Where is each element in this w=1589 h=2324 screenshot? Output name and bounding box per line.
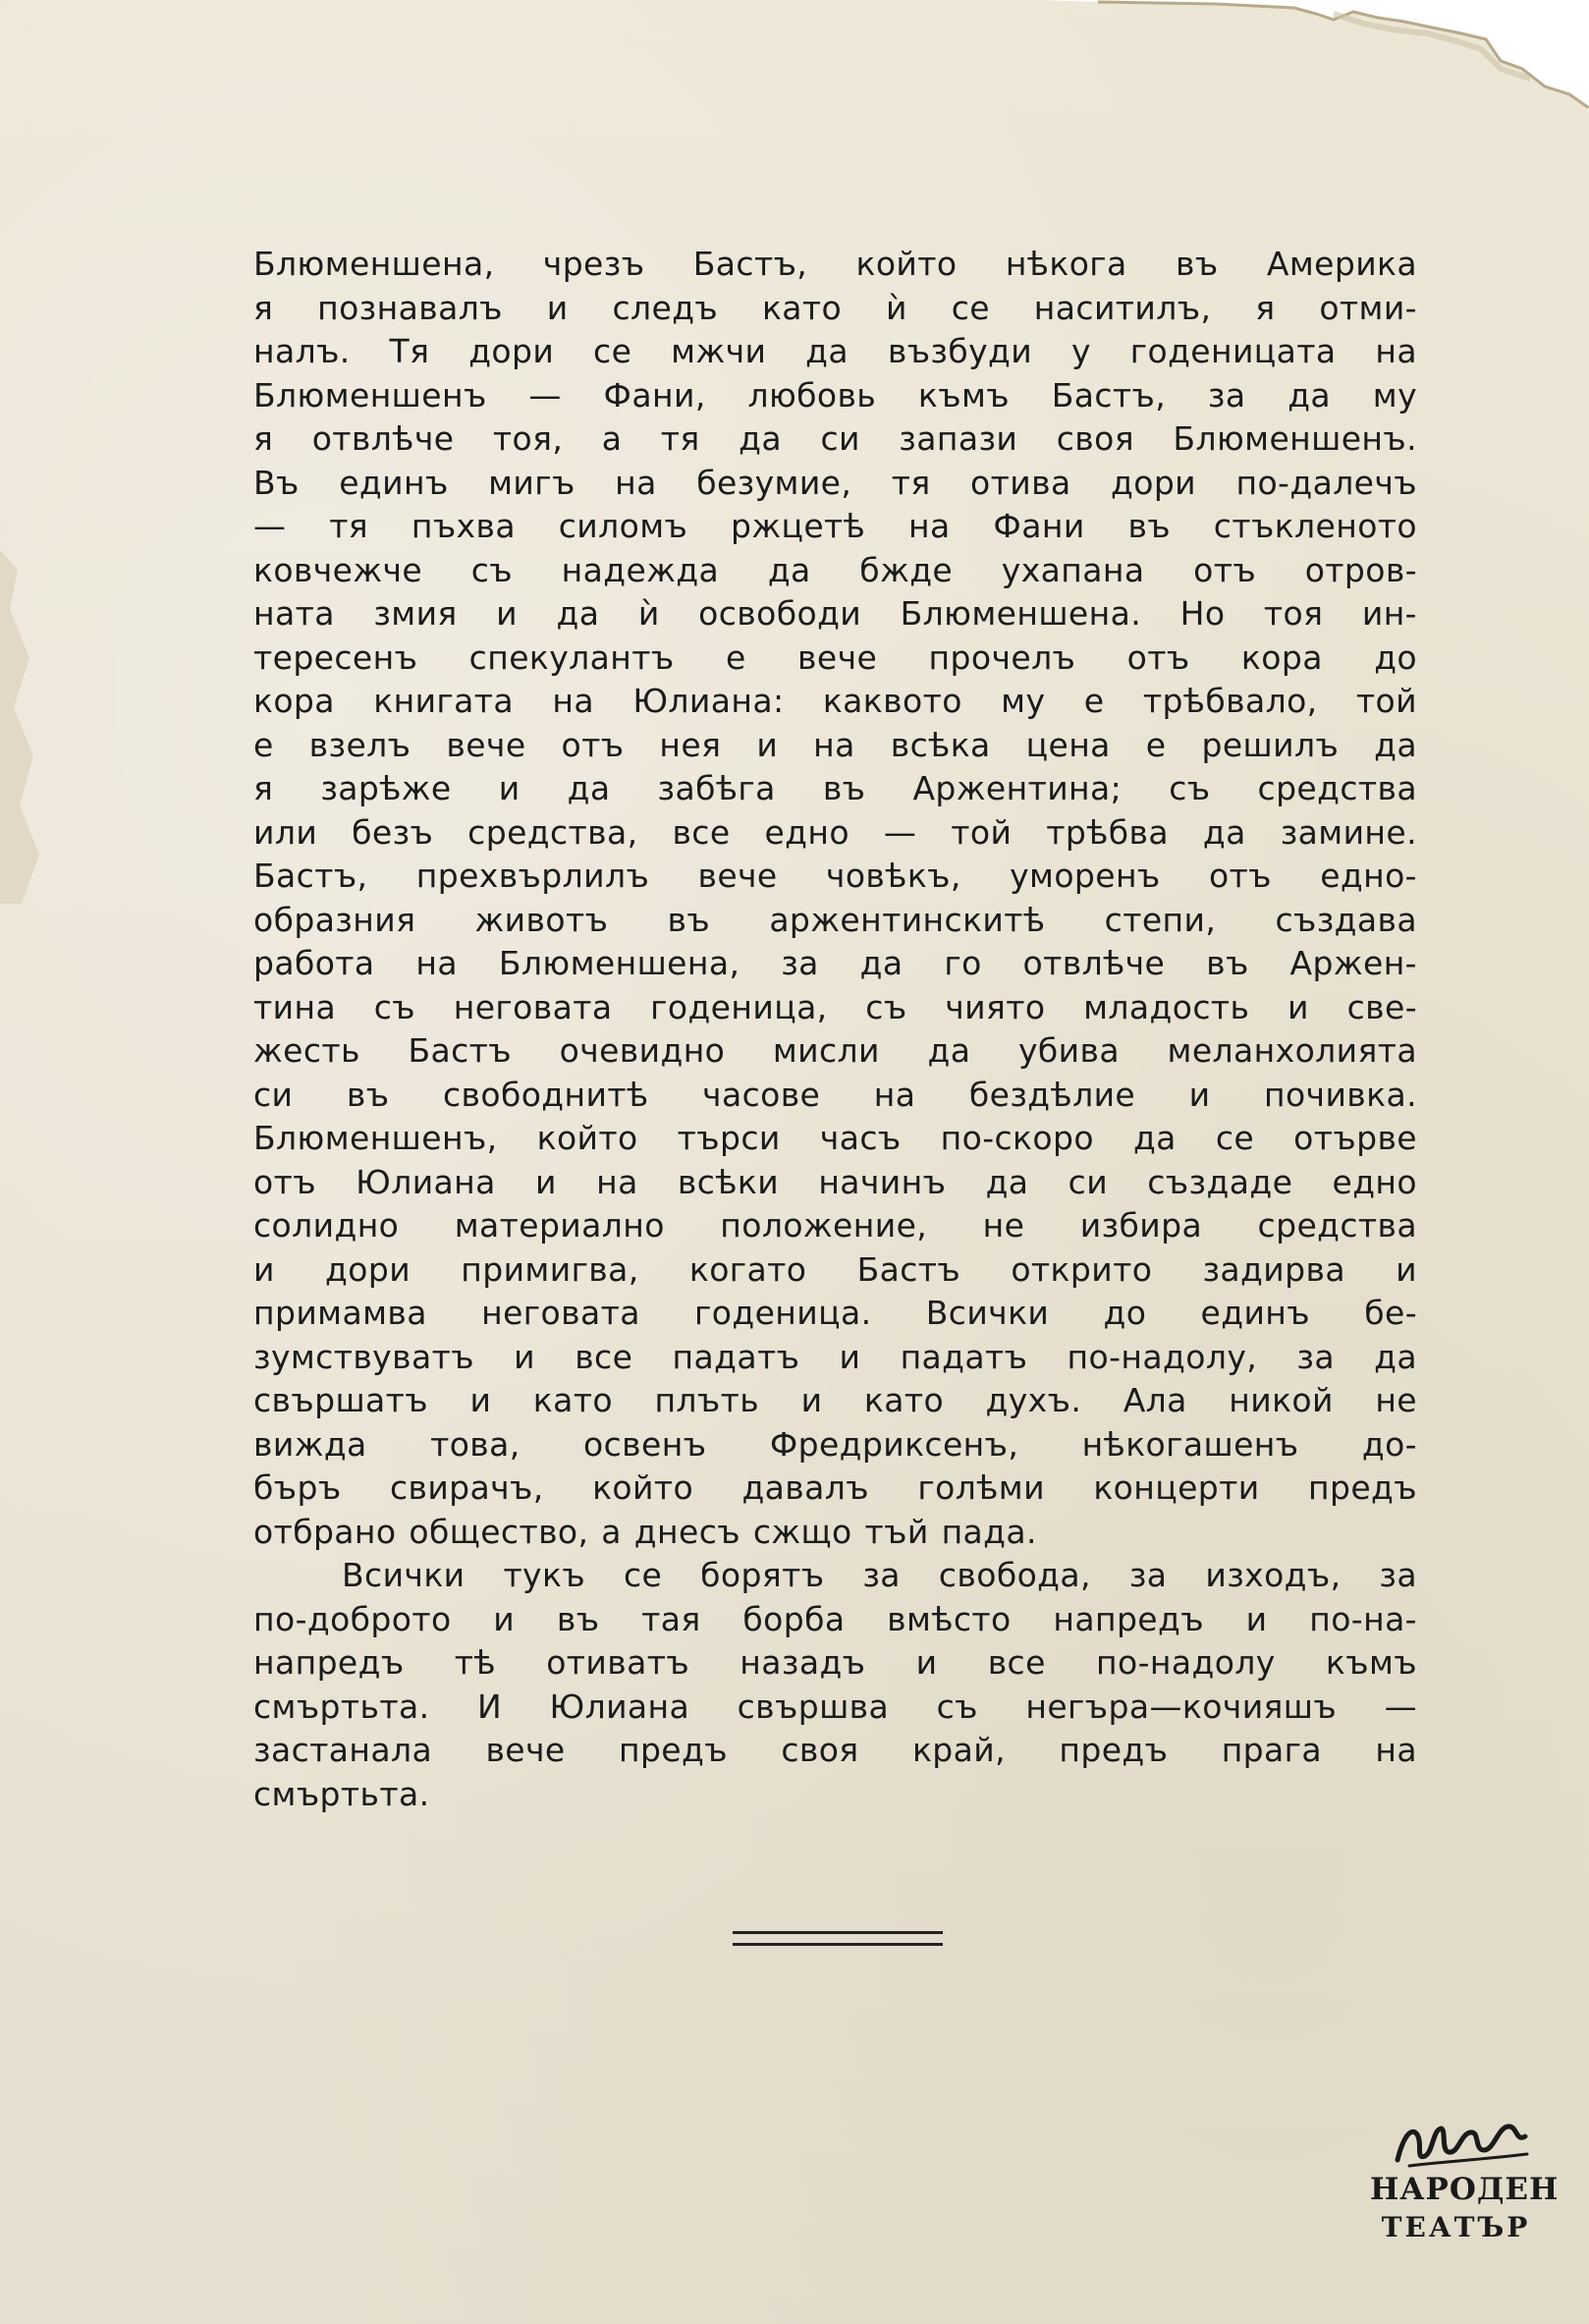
text-line: Блюменшенъ, който търси часъ по-скоро да се отърве [253,1119,1417,1157]
text-line: Въ единъ мигъ на безумие, тя отива дори по-далечъ [253,463,1417,502]
text-line: Блюменшенъ — Фани, любовь къмъ Бастъ, за да му [253,375,1417,415]
text-line: Всички тукъ се борятъ за свобода, за изходъ, за [342,1556,1417,1594]
text-line: тина съ неговата годеница, съ чиято младость и све- [253,987,1417,1026]
text-line: я зарѣже и да забѣга въ Аржентина; съ средства [253,769,1417,807]
text-line: ковчежче съ надежда да бжде ухапана отъ отров- [253,550,1417,589]
text-line: Бастъ, прехвърлилъ вече човѣкъ, уморенъ отъ едно- [253,857,1417,895]
text-line: Блюменшена, чрезъ Бастъ, който нѣкога въ Америка [253,245,1417,283]
logo-title: НАРОДЕН [1370,2172,1560,2207]
text-line: ната змия и да ѝ освободи Блюменшена. Но тоя ин- [253,594,1417,633]
text-line: я познавалъ и следъ като ѝ се наситилъ, я отми- [253,288,1417,327]
text-line: я отвлѣче тоя, а тя да си запази своя Блюменшенъ. [253,419,1417,458]
text-line: е взелъ вече отъ нея и на всѣка цена е решилъ да [253,725,1417,764]
text-line: кора книгата на Юлиана: каквото му е трѣбвало, той [253,682,1417,720]
text-line: зумствуватъ и все падатъ и падатъ по-надолу, за да [253,1337,1417,1376]
text-line: примамва неговата годеница. Всички до единъ бе- [253,1294,1417,1332]
text-line: и дори примигва, когато Бастъ открито задирва и [253,1249,1417,1289]
text-line: — тя пъхва силомъ ржцетѣ на Фани въ стъкленото [253,507,1417,545]
text-line: тересенъ спекулантъ е вече прочелъ отъ кора до [253,637,1417,677]
text-line: свършатъ и като плъть и като духъ. Ала никой не [253,1381,1417,1419]
logo-subtitle: ТЕАТЪР [1381,2211,1531,2243]
text-line: напредъ тѣ отиватъ назадъ и все по-надолу къмъ [253,1643,1417,1682]
text-line: солидно материално положение, не избира средства [253,1206,1417,1245]
text-line: образния животъ въ аржентинскитѣ степи, създава [253,900,1417,939]
text-line: бъръ свирачъ, който давалъ голѣми концерти предъ [253,1468,1417,1507]
text-line: налъ. Тя дори се мжчи да възбуди у годеницата на [253,332,1417,370]
text-line: отбрано общество, а днесъ сжщо тъй пада. [253,1512,1037,1551]
text-line: смъртьта. [253,1774,430,1813]
national-theatre-logo [1370,2117,1560,2264]
torn-corner [1039,0,1589,108]
body-text [253,243,1417,1816]
text-line: си въ свободнитѣ часове на бездѣлие и почивка. [253,1075,1417,1114]
left-edge-stain [0,550,69,904]
text-line: по-доброто и въ тая борба вмѣсто напредъ и по-на- [253,1599,1417,1638]
text-line: работа на Блюменшена, за да го отвлѣче въ Аржен- [253,944,1417,982]
divider-rule-top [733,1931,943,1934]
signature-mark-icon [1390,2117,1537,2176]
section-divider [733,1925,943,1955]
divider-rule-bottom [733,1943,943,1946]
text-line: отъ Юлиана и на всѣки начинъ да си създаде едно [253,1162,1417,1201]
text-line: застанала вече предъ своя край, предъ прага на [253,1731,1417,1769]
text-line: жесть Бастъ очевидно мисли да убива меланхолията [253,1031,1417,1070]
text-line: или безъ средства, все едно — той трѣбва да замине. [253,812,1417,852]
text-line: смъртьта. И Юлиана свършва съ негъра—кочияшъ — [253,1687,1417,1726]
text-line: вижда това, освенъ Фредриксенъ, нѣкогашенъ до- [253,1424,1417,1464]
